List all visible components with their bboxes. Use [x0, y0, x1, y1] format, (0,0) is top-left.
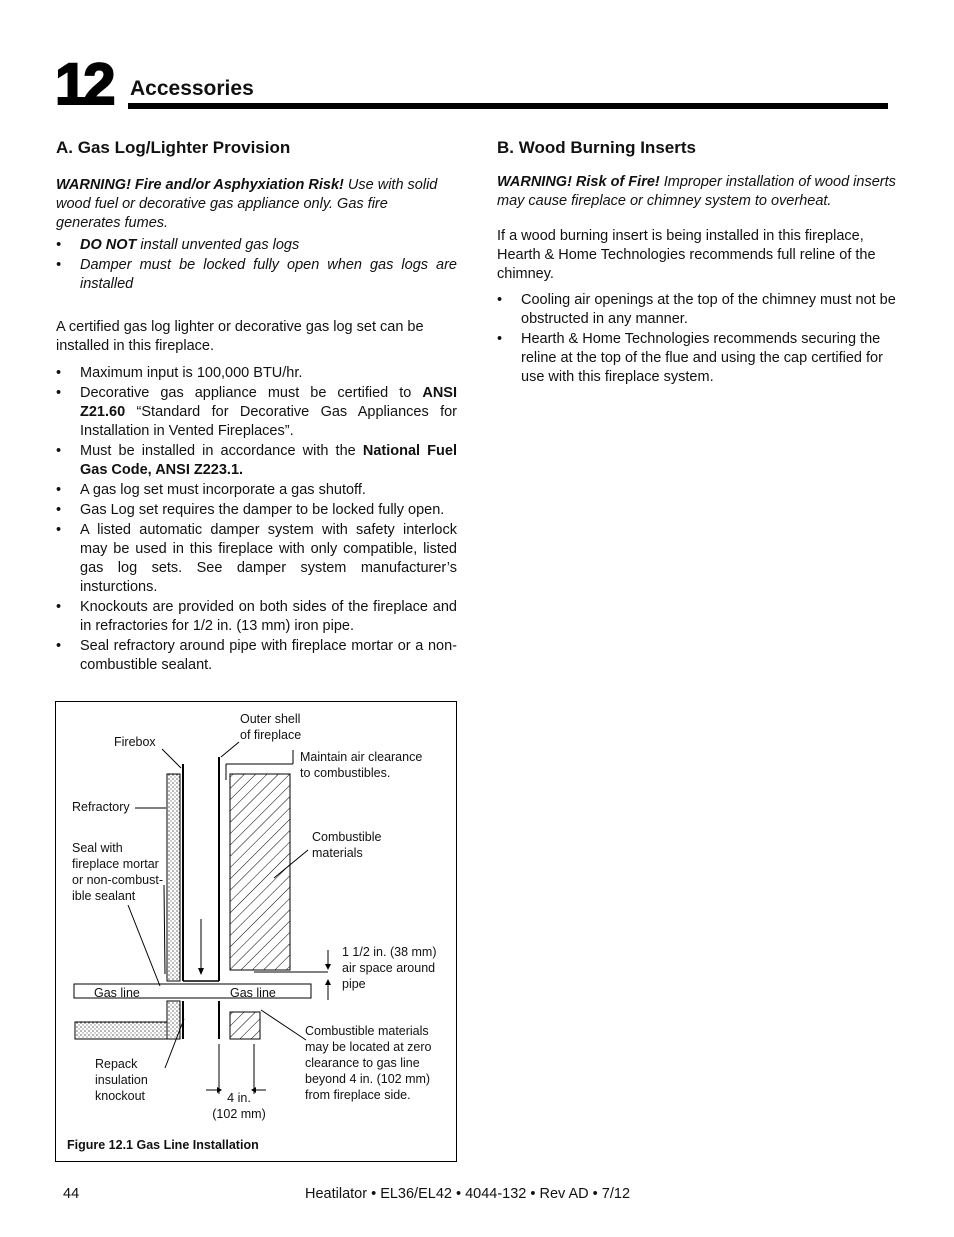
- label-refractory: Refractory: [72, 800, 130, 814]
- label-air-clearance: Maintain air clearance to combustibles.: [300, 750, 423, 780]
- list-item: • Knockouts are provided on both sides of the fireplace and in refractories for 1/2 in. (13 mm) iron pipe.: [56, 598, 457, 636]
- label-outer-shell: Outer shell of fireplace: [240, 712, 302, 742]
- label-combustible-zero: Combustible materials may be located at zero clearance to gas line beyond 4 in. (102 mm) from fireplace side.: [305, 1024, 432, 1102]
- list-item: • Seal refractory around pipe with fireplace mortar or a non-combustible sealant.: [56, 637, 457, 675]
- warning-bullet-list: [56, 236, 457, 295]
- list-item: • DO NOT install unvented gas logs: [56, 236, 457, 255]
- list-item: • Cooling air openings at the top of the chimney must not be obstructed in any manner.: [497, 291, 899, 329]
- section-a-heading: A. Gas Log/Lighter Provision: [56, 138, 291, 157]
- warning-label: WARNING! Risk of Fire!: [497, 174, 660, 190]
- chapter-rule: [128, 103, 888, 109]
- list-item: • A gas log set must incorporate a gas shutoff.: [56, 481, 457, 500]
- figure-caption: Figure 12.1 Gas Line Installation: [67, 1138, 259, 1152]
- label-four-inch: 4 in. (102 mm): [212, 1091, 266, 1121]
- label-seal: Seal with fireplace mortar or non-combust- ible sealant: [72, 841, 164, 903]
- label-gas-line-left: Gas line: [94, 986, 140, 1000]
- section-b-heading: B. Wood Burning Inserts: [497, 138, 696, 157]
- list-item: • Decorative gas appliance must be certified to ANSI Z21.60 “Standard for Decorative Gas Appliances for Installation in Vented Fireplaces”.: [56, 384, 457, 441]
- list-item: • Must be installed in accordance with the National Fuel Gas Code, ANSI Z223.1.: [56, 442, 457, 480]
- list-item: • A listed automatic damper system with safety interlock may be used in this fireplace with only compatible, listed gas log sets. See damper system manufacturer’s insturctions.: [56, 521, 457, 597]
- page-number: 44: [63, 1186, 80, 1202]
- floor-refractory-shape: [75, 1022, 167, 1039]
- list-item: • Damper must be locked fully open when gas logs are installed: [56, 256, 457, 294]
- footer-doc-info: Heatilator • EL36/EL42 • 4044-132 • Rev AD • 7/12: [305, 1186, 631, 1202]
- list-item: • Hearth & Home Technologies recommends securing the reline at the top of the flue and using the cap certified for use with this fireplace system.: [497, 330, 899, 387]
- section-b-warning: [497, 173, 899, 211]
- warning-label: WARNING! Fire and/or Asphyxiation Risk!: [56, 177, 344, 193]
- label-air-space: 1 1/2 in. (38 mm) air space around pipe: [342, 945, 437, 991]
- list-item: • Maximum input is 100,000 BTU/hr.: [56, 364, 457, 383]
- section-a-warning: [56, 176, 456, 233]
- section-a-intro: A certified gas log lighter or decorative gas log set can be installed in this fireplace.: [56, 319, 424, 354]
- chapter-title: Accessories: [130, 77, 254, 100]
- list-item: • Gas Log set requires the damper to be locked fully open.: [56, 501, 457, 520]
- chapter-number: 12: [55, 52, 112, 117]
- label-firebox: Firebox: [114, 735, 156, 749]
- warning-text: Use with solid wood fuel or decorative gas appliance only. Gas fire generates fumes.: [56, 177, 438, 231]
- section-b-intro: If a wood burning insert is being installed in this fireplace, Hearth & Home Technologies recommends full reline of the chimney.: [497, 228, 876, 282]
- figure-gas-line-installation: [55, 701, 457, 1162]
- label-repack: Repack insulation knockout: [95, 1057, 148, 1103]
- section-b-bullet-list: [497, 291, 899, 388]
- combustible-lower-shape: [230, 1012, 260, 1039]
- label-gas-line-right: Gas line: [230, 986, 276, 1000]
- section-a-bullet-list: [56, 364, 457, 676]
- refractory-shape: [167, 774, 180, 981]
- warning-text: Improper installation of wood inserts may cause fireplace or chimney system to overheat.: [497, 174, 896, 209]
- label-combustible: Combustible materials: [312, 830, 382, 860]
